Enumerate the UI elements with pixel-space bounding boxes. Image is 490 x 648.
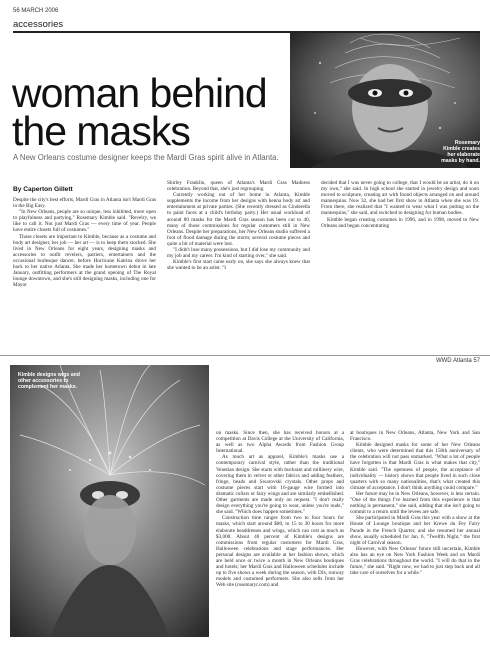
page2-column-1 (216, 430, 344, 637)
headline-line1: woman behind (12, 70, 267, 116)
paragraph: Despite the city's best efforts, Mardi Gras in Atlanta isn't Mardi Gras in the Big Easy. (13, 197, 156, 210)
paragraph: decided that I was never going to college, that I would be an artist, do it on my own," she said. In high school she started in jewelry design and soon moved to sculpture, creating art with found objects arranged on and around mannequins. Now 32, she had her first show in Atlanta when she was 19. From there, she realized that "I wanted to wear what I was putting on the mannequins," she said, and switched to designing for human bodies. (321, 180, 479, 217)
page1-column-2 (167, 180, 310, 337)
photo-mask-headdress (10, 365, 209, 637)
page-divider (0, 355, 490, 356)
paragraph: "In New Orleans, people are so unique, less inhibited, more open to playfulness and partying," Rosemary Kimble said. "Revelry, we like to call it. Not just Mardi Gras — every time of year. People have entire closets full of costumes." (13, 209, 156, 234)
paragraph: "I didn't lose many possessions, but I did lose my community and my job and my career. I'm kind of starting over," she said. (167, 247, 310, 260)
headline-line2: the masks (12, 108, 190, 154)
photo2-caption: Kimble designs wigs and other accessories to complement her masks. (18, 372, 80, 390)
paragraph: Construction time ranges from two to four hours for masks, which start around $80, to 15 to 30 hours for more elaborate headdresses and wings, which can cost as much as $3,000. About 40 percent of Kimble's designs are commissions from regular customers for Mardi Gras, Halloween celebrations and stage performances. Her personal designs are available at her fashion shows, which are held once or twice a month in New Orleans boutiques and hotels; her Mardi Gras and Halloween schedules include up to five shows a week during the season, with DJs, runway models and costumed performers. She also sells from her Web site (rosemaryr.com) and (216, 515, 344, 589)
paragraph: Kimble's first start came early on, she says she always knew that she wanted to be an artist. "I (167, 259, 310, 272)
paragraph: Kimble began creating costumes in 1996, and in 1998, moved to New Orleans and began concentrating (321, 216, 479, 229)
paragraph: Those closets are important to Kimble, because as a costume and body art designer, her job — her art — is to keep them stocked. She lived in New Orleans for eight years, designing masks and accessories to outfit revelers, partiers, entertainers and the occasional burlesque dancer, before Hurricane Katrina drove her back to her native Atlanta. She made her hometown debut in late January, outfitting performers at the grand opening of The Royal lounge downtown, and she's still designing masks, including one for Mayor (13, 233, 156, 289)
byline: By Caperton Gillett (13, 186, 73, 193)
paragraph: Currently working out of her home in Atlanta, Kimble supplements the income from her designs with henna body art and entertainment at private parties. (She recently dressed as Cinderella to paint faces at a child's birthday party.) Her usual workload of around 80 masks for the Mardi Gras season has been cut to 40, many of those commissions for regular customers still in New Orleans. Despite her preparations, her New Orleans studio suffered a foot of flood damage during the storm; several costume pieces and quite a bit of material were lost. (167, 192, 310, 247)
deck: A New Orleans costume designer keeps the Mardi Gras spirit alive in Atlanta. (13, 153, 279, 162)
section-label: accessories (13, 19, 64, 30)
paragraph: Her future may be in New Orleans, however, is less certain. "One of the things I've learned from this experience is that nothing is permanent," she said, adding that she isn't going to commit to a return until the levees are safe. (350, 490, 480, 516)
page-date: 56 MARCH 2006 (13, 8, 59, 14)
paragraph: on masks. Since then, she has received honors at a competition at Davis College at the University of California, as well as two Alpha Awards from Fashion Group International. (216, 430, 344, 455)
paragraph: at boutiques in New Orleans, Atlanta, New York and San Francisco. (350, 430, 480, 443)
page2-folio: WWD Atlanta 57 (435, 358, 480, 364)
paragraph: She participated in Mardi Gras this year with a show at the House of Lounge boutique and her Krewe du Fey Fairy Parade in the French Quarter, and she resumed her annual show, usually scheduled for Jan. 6, "Twelfth Night," the first night of Carnival season. (350, 515, 480, 546)
page1-column-1 (13, 197, 156, 337)
photo1-caption: Rosemary Kimble creates her elaborate masks by hand. (441, 140, 480, 164)
page1-column-3 (321, 180, 479, 337)
paragraph: As much art as apparel, Kimble's masks use a contemporary carnival style, rather than the traditional Venetian design. She starts with buckram and millinery wire, covering them in velvet or other fabrics and adding feathers, fringe, beads and Swarovski crystals. Other props and costume pieces start with 16-gauge wire formed into dramatic collars or fairy wings and are similarly embellished. Other garments are made only on request. "I don't really design everything you're going to wear, unless you're nude," she said. "Which does happen sometimes." (216, 454, 344, 516)
page2-column-2 (350, 430, 480, 637)
paragraph: Kimble designed masks for some of her New Orleans clients, who were determined that this 150th anniversary of the celebration will not pass unmarked. "What a lot of people have forgotten is that Mardi Gras is what makes that city," Kimble said. "The openness of people, the acceptance of individuality — history shows that people lived in such close quarters with so many nationalities, that's what created this climate of acceptance. I don't think anything could compare." (350, 442, 480, 491)
paragraph: Shirley Franklin, queen of Atlanta's Mardi Gras Madness celebration. Beyond that, she's just regrouping. (167, 180, 310, 193)
paragraph: However, with New Orleans' future still uncertain, Kimble also has an eye on New York Fashion Week and on Mardi Gras celebrations throughout the world. "I will do that in the future," she said. "Right now, we had to just step back and all take care of ourselves for a while." (350, 545, 480, 577)
